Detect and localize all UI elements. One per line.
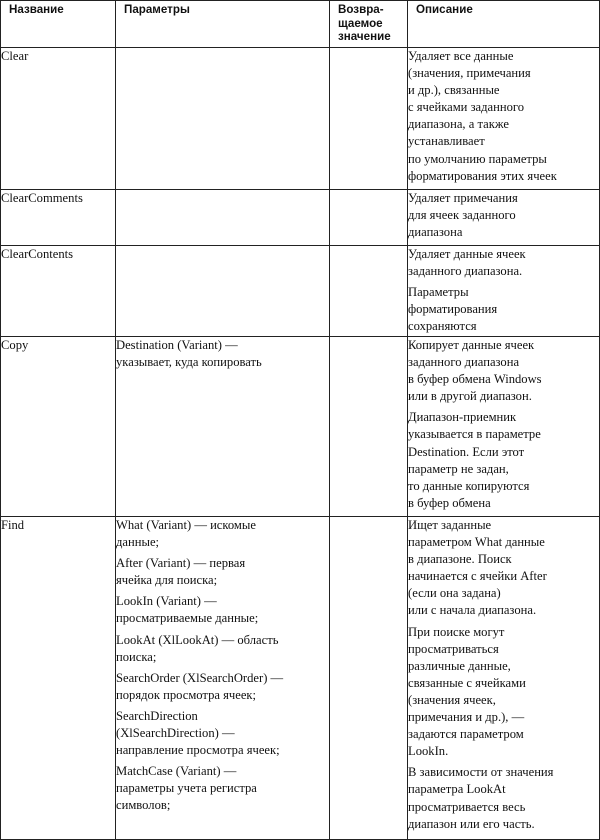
param-line: параметры учета регистра (116, 781, 257, 796)
description-line: Удаляет данные ячеек (408, 247, 526, 261)
description-line: форматирования (408, 302, 498, 317)
description-line: просматриваться (408, 641, 499, 656)
param-line: Destination (Variant) — (116, 338, 238, 352)
description-paragraph (408, 48, 599, 185)
method-description (408, 48, 600, 190)
description-line: в буфер обмена Windows (408, 372, 542, 387)
description-line: диапазона (408, 225, 463, 240)
table-row (1, 517, 600, 840)
header-params: Параметры (116, 1, 330, 48)
param-line: поиска; (116, 649, 157, 664)
description-line: или с начала диапазона. (408, 603, 537, 618)
description-line: Диапазон-приемник (408, 410, 517, 425)
method-description (408, 190, 600, 246)
param-entry (116, 555, 329, 589)
table-row (1, 246, 600, 337)
method-params (116, 337, 330, 517)
description-paragraph (408, 409, 599, 512)
description-line: диапазона, а также (408, 117, 509, 132)
param-line: What (Variant) — искомые (116, 518, 256, 532)
param-entry (116, 670, 329, 704)
method-description (408, 337, 600, 517)
description-line: просматривается весь (408, 799, 526, 814)
method-params (116, 190, 330, 246)
method-name: Clear (1, 48, 116, 190)
method-params (116, 246, 330, 337)
param-line: данные; (116, 535, 160, 550)
description-line: Удаляет все данные (408, 49, 514, 63)
header-returns-line: значение (338, 30, 391, 43)
description-line: задаются параметром (408, 727, 524, 742)
description-line: для ячеек заданного (408, 208, 516, 223)
method-name: ClearComments (1, 190, 116, 246)
description-line: параметром What данные (408, 535, 545, 550)
description-paragraph (408, 517, 599, 620)
method-returns (330, 190, 408, 246)
method-params (116, 517, 330, 840)
description-line: различные данные, (408, 658, 511, 673)
table-row (1, 48, 600, 190)
description-line: В зависимости от значения (408, 765, 554, 780)
param-line: символов; (116, 798, 171, 813)
header-row (1, 1, 600, 48)
param-line: порядок просмотра ячеек; (116, 687, 257, 702)
description-line: заданного диапазона. (408, 264, 523, 279)
description-paragraph (408, 246, 599, 280)
description-line: связанные с ячейками (408, 675, 526, 690)
method-description (408, 517, 600, 840)
description-line: указывается в параметре (408, 427, 541, 442)
param-line: SearchOrder (XlSearchOrder) — (116, 670, 284, 685)
method-name: ClearContents (1, 246, 116, 337)
description-paragraph (408, 337, 599, 405)
description-line: Параметры (408, 285, 469, 300)
description-line: начинается с ячейки After (408, 569, 547, 584)
method-params (116, 48, 330, 190)
description-line: сохраняются (408, 319, 477, 334)
method-name: Find (1, 517, 116, 840)
description-line: LookIn. (408, 744, 449, 759)
param-line: MatchCase (Variant) — (116, 764, 237, 779)
description-line: или в другой диапазон. (408, 389, 532, 404)
description-line: в диапазоне. Поиск (408, 552, 512, 567)
param-line: просматриваемые данные; (116, 611, 259, 626)
param-entry (116, 708, 329, 759)
param-entry (116, 763, 329, 814)
description-line: параметра LookAt (408, 782, 506, 797)
description-line: (если она задана) (408, 586, 501, 601)
table-row (1, 190, 600, 246)
description-line: то данные копируются (408, 478, 530, 493)
description-line: диапазон или его часть. (408, 816, 535, 831)
param-line: направление просмотра ячеек; (116, 743, 280, 758)
description-line: заданного диапазона (408, 355, 520, 370)
description-line: (значения, примечания (408, 66, 531, 81)
method-returns (330, 517, 408, 840)
param-line: LookIn (Variant) — (116, 594, 217, 609)
param-entry (116, 593, 329, 627)
method-returns (330, 246, 408, 337)
description-line: устанавливает (408, 134, 485, 149)
header-returns-line: Возвра- (338, 3, 384, 16)
description-line: форматирования этих ячеек (408, 168, 557, 183)
param-line: After (Variant) — первая (116, 556, 246, 571)
param-entry (116, 337, 329, 371)
description-paragraph (408, 764, 599, 832)
param-line: указывает, куда копировать (116, 355, 262, 370)
method-name: Copy (1, 337, 116, 517)
method-returns (330, 48, 408, 190)
description-line: в буфер обмена (408, 495, 491, 510)
description-paragraph (408, 624, 599, 761)
method-returns (330, 337, 408, 517)
description-paragraph (408, 190, 599, 241)
description-line: примечания и др.), — (408, 710, 525, 725)
description-line: (значения ячеек, (408, 692, 496, 707)
description-line: и др.), связанные (408, 83, 500, 98)
description-line: Ищет заданные (408, 518, 492, 532)
param-line: ячейка для поиска; (116, 573, 218, 588)
description-line: При поиске могут (408, 624, 505, 639)
header-returns-line: щаемое (338, 16, 383, 30)
param-line: SearchDirection (116, 708, 198, 723)
header-returns (330, 1, 408, 48)
description-line: параметр не задан, (408, 461, 509, 476)
method-description (408, 246, 600, 337)
param-entry (116, 632, 329, 666)
param-line: LookAt (XlLookAt) — область (116, 632, 279, 647)
description-line: с ячейками заданного (408, 100, 525, 115)
description-line: Destination. Если этот (408, 444, 525, 459)
table-row (1, 337, 600, 517)
param-line: (XlSearchDirection) — (116, 726, 235, 741)
header-description: Описание (408, 1, 600, 48)
description-line: Копирует данные ячеек (408, 338, 535, 352)
header-name: Название (1, 1, 116, 48)
description-line: по умолчанию параметры (408, 151, 547, 166)
description-paragraph (408, 284, 599, 335)
param-entry (116, 517, 329, 551)
description-line: Удаляет примечания (408, 191, 518, 205)
